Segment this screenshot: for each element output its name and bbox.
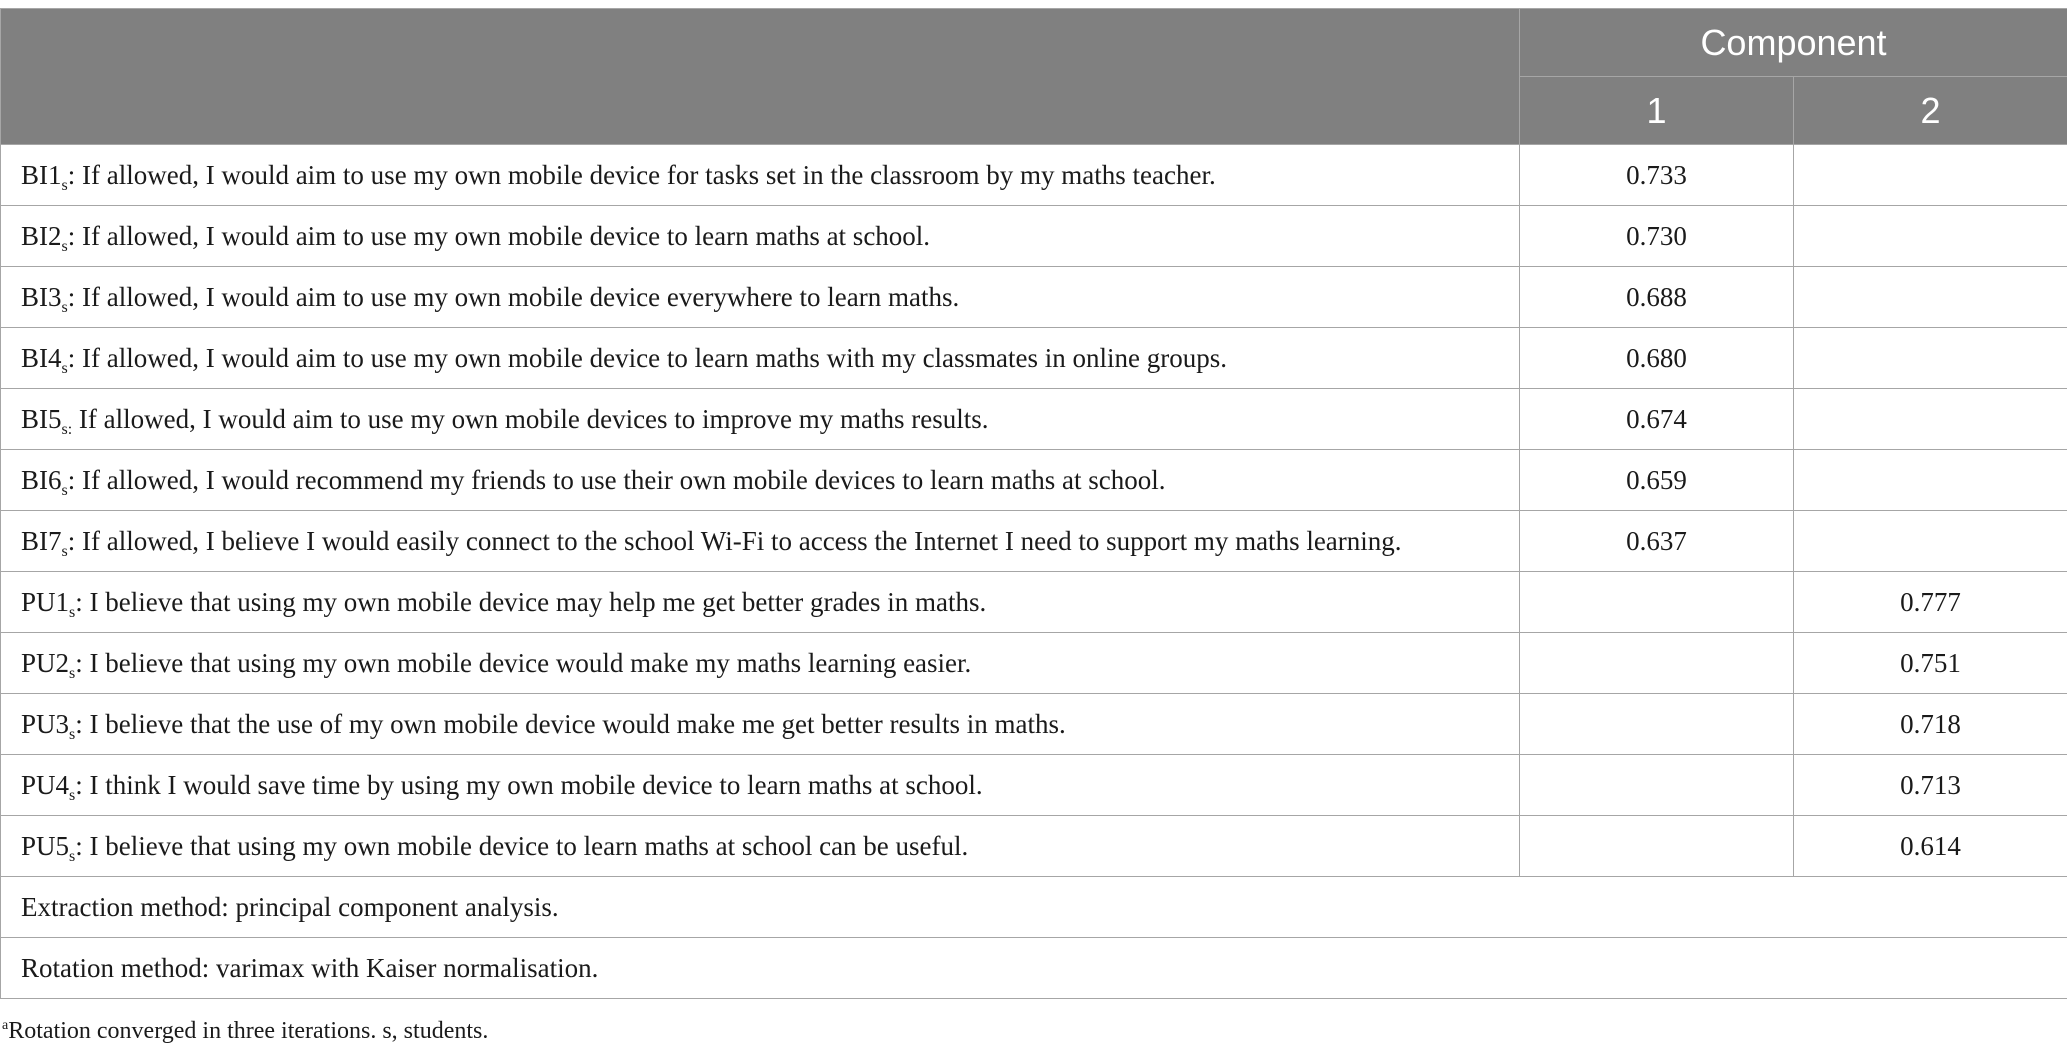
table-row [1, 816, 2067, 877]
table-row [1, 328, 2067, 389]
item-code: BI4 [21, 342, 62, 373]
item-code-subscript: s [61, 359, 68, 377]
item-code: PU1 [21, 586, 70, 617]
item-code-subscript: s [69, 786, 76, 804]
item-code: PU3 [21, 708, 70, 739]
item-statement-cell [1, 450, 1520, 511]
table-footnote [2, 1018, 488, 1045]
header-component: Component [1520, 9, 2067, 77]
loading-component-1: 0.688 [1520, 267, 1794, 328]
footnote-marker: a [2, 1018, 9, 1033]
item-statement-cell [1, 694, 1520, 755]
item-code: PU4 [21, 769, 70, 800]
item-text: If allowed, I would aim to use my own mobile device for tasks set in the classroom by my maths teacher. [75, 159, 1216, 190]
table-body [1, 145, 2067, 999]
item-separator: : [75, 769, 83, 800]
loading-component-1: 0.659 [1520, 450, 1794, 511]
loading-component-1: 0.637 [1520, 511, 1794, 572]
item-code-subscript: s: [61, 420, 73, 438]
item-separator: : [67, 220, 76, 251]
item-statement-cell [1, 816, 1520, 877]
loading-component-1 [1520, 816, 1794, 877]
table-note: Extraction method: principal component analysis. [1, 877, 2067, 938]
table-row [1, 450, 2067, 511]
item-text: I think I would save time by using my own mobile device to learn maths at school. [82, 769, 983, 800]
item-separator: : [67, 281, 76, 312]
loading-component-1 [1520, 755, 1794, 816]
loading-component-2: 0.614 [1794, 816, 2067, 877]
item-separator: : [67, 159, 76, 190]
item-text: If allowed, I would recommend my friends to use their own mobile devices to learn maths at school. [75, 464, 1166, 495]
item-code: PU2 [21, 647, 70, 678]
item-statement-cell [1, 511, 1520, 572]
item-separator: : [75, 708, 83, 739]
item-separator: : [67, 464, 76, 495]
loading-component-2 [1794, 389, 2067, 450]
table-row [1, 633, 2067, 694]
loading-component-1: 0.680 [1520, 328, 1794, 389]
header-item-cell [1, 9, 1520, 145]
item-code-subscript: s [69, 603, 76, 621]
item-statement-cell [1, 572, 1520, 633]
item-code: BI1 [21, 159, 62, 190]
item-text: If allowed, I would aim to use my own mobile devices to improve my maths results. [72, 403, 989, 434]
item-statement-cell [1, 328, 1520, 389]
item-code-subscript: s [69, 725, 76, 743]
table-note-row [1, 938, 2067, 999]
item-separator: : [75, 830, 83, 861]
item-text: If allowed, I would aim to use my own mobile device to learn maths at school. [75, 220, 931, 251]
loading-component-2 [1794, 206, 2067, 267]
table-row [1, 755, 2067, 816]
table-header [1, 9, 2067, 145]
item-code: BI2 [21, 220, 62, 251]
loading-component-1 [1520, 633, 1794, 694]
item-code-subscript: s [61, 176, 68, 194]
loading-component-2 [1794, 267, 2067, 328]
item-statement-cell [1, 755, 1520, 816]
loading-component-2: 0.713 [1794, 755, 2067, 816]
item-text: I believe that using my own mobile device to learn maths at school can be useful. [82, 830, 969, 861]
loading-component-2 [1794, 511, 2067, 572]
loading-component-2: 0.718 [1794, 694, 2067, 755]
header-component-1: 1 [1520, 77, 1794, 145]
loading-component-2 [1794, 328, 2067, 389]
item-text: If allowed, I would aim to use my own mobile device to learn maths with my classmates in online groups. [75, 342, 1228, 373]
table-row [1, 267, 2067, 328]
loading-component-2 [1794, 450, 2067, 511]
loading-component-1: 0.674 [1520, 389, 1794, 450]
item-statement-cell [1, 145, 1520, 206]
table-row [1, 511, 2067, 572]
loading-component-2: 0.777 [1794, 572, 2067, 633]
table-row [1, 572, 2067, 633]
item-code: BI3 [21, 281, 62, 312]
loading-component-1 [1520, 694, 1794, 755]
item-code: BI7 [21, 525, 62, 556]
item-statement-cell [1, 206, 1520, 267]
loading-component-2: 0.751 [1794, 633, 2067, 694]
table-note: Rotation method: varimax with Kaiser normalisation. [1, 938, 2067, 999]
table-row [1, 145, 2067, 206]
item-separator: : [75, 586, 83, 617]
item-code-subscript: s [69, 847, 76, 865]
table-row [1, 206, 2067, 267]
item-code: PU5 [21, 830, 70, 861]
item-code-subscript: s [61, 481, 68, 499]
item-text: I believe that using my own mobile device may help me get better grades in maths. [82, 586, 987, 617]
item-code-subscript: s [69, 664, 76, 682]
footnote-text: Rotation converged in three iterations. s, students. [8, 1018, 489, 1044]
item-code-subscript: s [61, 298, 68, 316]
item-statement-cell [1, 267, 1520, 328]
item-statement-cell [1, 389, 1520, 450]
table-note-row [1, 877, 2067, 938]
item-separator: : [67, 525, 76, 556]
loading-component-1: 0.733 [1520, 145, 1794, 206]
item-text: I believe that the use of my own mobile device would make me get better results in maths. [82, 708, 1066, 739]
table-row [1, 389, 2067, 450]
item-separator: : [67, 342, 76, 373]
item-separator: : [75, 647, 83, 678]
factor-loadings-table-wrapper [0, 8, 2067, 999]
item-code: BI5 [21, 403, 62, 434]
factor-loadings-table [0, 8, 2067, 999]
item-code-subscript: s [61, 237, 68, 255]
table-row [1, 694, 2067, 755]
item-code-subscript: s [61, 542, 68, 560]
item-text: If allowed, I would aim to use my own mobile device everywhere to learn maths. [75, 281, 960, 312]
item-text: If allowed, I believe I would easily connect to the school Wi-Fi to access the Internet I need to support my maths learning. [75, 525, 1402, 556]
loading-component-2 [1794, 145, 2067, 206]
item-statement-cell [1, 633, 1520, 694]
header-row-1 [1, 9, 2067, 77]
header-component-2: 2 [1794, 77, 2067, 145]
item-text: I believe that using my own mobile device would make my maths learning easier. [82, 647, 972, 678]
loading-component-1 [1520, 572, 1794, 633]
loading-component-1: 0.730 [1520, 206, 1794, 267]
item-code: BI6 [21, 464, 62, 495]
